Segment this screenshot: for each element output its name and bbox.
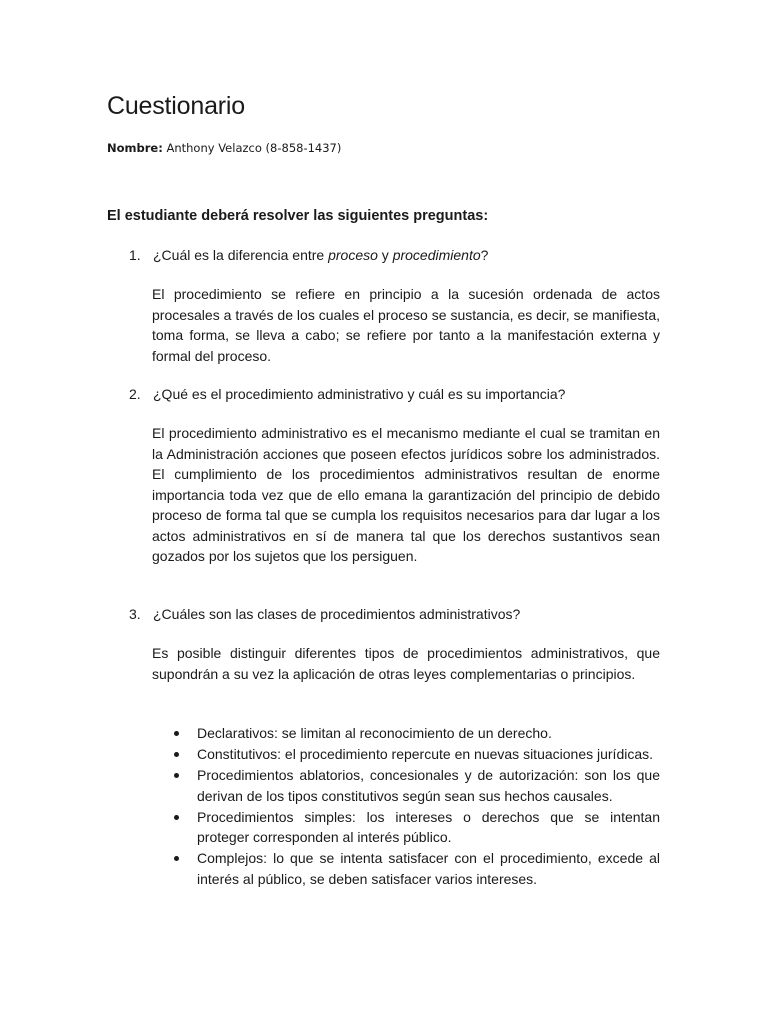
answer-1: El procedimiento se refiere en principio a la sucesión ordenada de actos procesales a través de los cuales el proceso se sustancia, es decir, se manifiesta, toma forma, se lleva a cabo; se refiere por tanto a la manifestación externa y formal del proceso.: [152, 286, 660, 364]
list-item: [152, 723, 660, 744]
bullet-dot-icon: [174, 815, 179, 820]
question-3: [129, 604, 660, 624]
question-text-part: ?: [480, 247, 489, 263]
question-number: 2.: [129, 386, 141, 402]
list-item-text: Constitutivos: el procedimiento repercute en nuevas situaciones jurídicas.: [197, 746, 654, 762]
list-item-text: Complejos: lo que se intenta satisfacer con el procedimiento, excede al interés al público, se deben satisfacer varios intereses.: [197, 850, 660, 887]
name-value: Anthony Velazco (8-858-1437): [166, 141, 342, 155]
list-item-text: Procedimientos simples: los intereses o derechos que se intentan proteger corresponden al interés público.: [197, 808, 660, 845]
question-number: 1.: [129, 247, 141, 263]
instructions-heading: El estudiante deberá resolver las siguientes preguntas:: [107, 208, 489, 224]
student-name-line: [107, 141, 341, 155]
list-item: [152, 848, 660, 889]
bullet-dot-icon: [174, 773, 179, 778]
answer-3: Es posible distinguir diferentes tipos de procedimientos administrativos, que supondrán a su vez la aplicación de otras leyes complementarias o principios.: [152, 645, 660, 682]
list-item-text: Declarativos: se limitan al reconocimiento de un derecho.: [197, 725, 552, 741]
question-1: [129, 245, 660, 265]
bullet-dot-icon: [174, 731, 179, 736]
question-italic-term: procedimiento: [392, 247, 481, 263]
page-title: Cuestionario: [107, 92, 245, 120]
list-item-text: Procedimientos ablatorios, concesionales y de autorización: son los que derivan de los tipos constitutivos según sean sus hechos causales.: [197, 767, 660, 804]
procedure-types-list: [152, 723, 660, 890]
answer-2: El procedimiento administrativo es el mecanismo mediante el cual se tramitan en la Administración acciones que poseen efectos jurídicos sobre los administrados. El cumplimiento de los procedimientos administrativos resultan de enorme importancia toda vez que de ello emana la garantización del principio de debido proceso de forma tal que se cumpla los requisitos necesarios para dar lugar a los actos administrativos en sí de manera tal que los derechos sustantivos sean gozados por los sujetos que los persiguen.: [152, 425, 660, 564]
question-text-part: y: [377, 247, 393, 263]
question-2: [129, 384, 660, 404]
list-item: [152, 765, 660, 806]
bullet-dot-icon: [174, 752, 179, 757]
list-item: [152, 744, 660, 765]
list-item: [152, 807, 660, 848]
bullet-dot-icon: [174, 856, 179, 861]
question-text: ¿Qué es el procedimiento administrativo y cuál es su importancia?: [153, 386, 566, 402]
question-text: ¿Cuáles son las clases de procedimientos administrativos?: [153, 606, 521, 622]
question-number: 3.: [129, 606, 141, 622]
question-italic-term: proceso: [328, 247, 378, 263]
name-label: Nombre:: [107, 141, 163, 155]
question-text-part: ¿Cuál es la diferencia entre: [153, 247, 329, 263]
